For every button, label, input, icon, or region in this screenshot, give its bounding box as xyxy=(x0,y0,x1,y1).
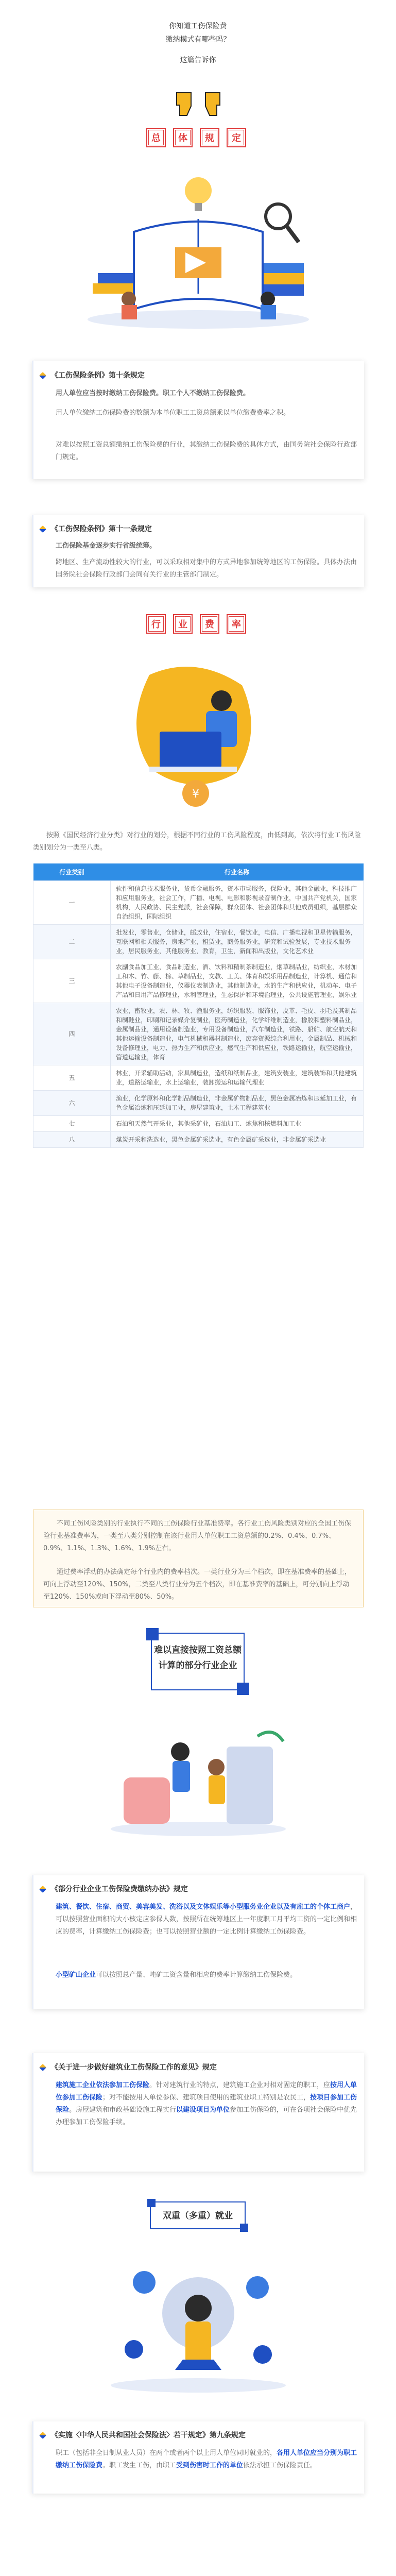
tag-char: 费 xyxy=(200,614,219,634)
card-title xyxy=(40,2430,359,2440)
tag-char: 体 xyxy=(173,128,193,147)
table-row: 三 农副食品加工业，食品制造业，酒、饮料和精制茶制造业，烟草制品业，纺织业，木材加工和木、竹、藤、棕、草制品业，文教、工美、体育和娱乐用品制造业，计算机、通信和其他电子设备制造业，仪器仪表制造业，其他制造业，水的生产和供应业，机动车、电子产品和日用产品修理业，水利管理业，生态保护和环境治理业，公共设施管理业，娱乐业 xyxy=(33,959,364,1003)
network-illustration xyxy=(103,2251,294,2396)
table-header-class: 行业类别 xyxy=(33,863,111,881)
tag-char: 总 xyxy=(146,128,166,147)
section-title-multiple-employment: 双重（多重）就业 xyxy=(163,2211,233,2221)
tag-char: 业 xyxy=(173,614,193,634)
card-paragraph-highlight: 工伤保险基金逐步实行省级统筹。 xyxy=(56,542,157,550)
intro-line-3: 这篇告诉你 xyxy=(180,56,216,64)
card-paragraph: 跨地区、生产流动性较大的行业，可以采取相对集中的方式异地参加统筹地区的工伤保险。具体办法由国务院社会保险行政部门会同有关行业的主管部门制定。 xyxy=(56,558,357,579)
note-paragraph: 不同工伤风险类别的行业执行不同的工伤保险行业基准费率。各行业工伤风险类别对应的全国工伤保险行业基准费率为，一类至八类分别控制在该行业用人单位职工工资总额的0.2%、0.4%、0.7%、0.9%、1.1%、1.3%、1.6%、1.9%左右。 xyxy=(43,1520,352,1552)
card-title xyxy=(40,1884,359,1894)
card-title-text: 《工伤保险条例》第十一条规定 xyxy=(50,525,152,533)
table-row: 四 农业，畜牧业，农、林、牧、渔服务业，纺织服装、服饰业，皮革、毛皮、羽毛及其制品和制鞋业，印刷和记录媒介复制业，医药制造业，化学纤维制造业，橡胶和塑料制品业，金属制品业，通用设备制造业，专用设备制造业，汽车制造业，铁路、船舶、航空航天和其他运输设备制造业，电气机械和器材制造业，废弃资源综合利用业，金属制品、机械和设备修理业，电力、热力生产和供应业，燃气生产和供应业，铁路运输业，航空运输业，管道运输业，体育 xyxy=(33,1003,364,1065)
table-row: 二 批发业，零售业，仓储业，邮政业，住宿业，餐饮业，电信、广播电视和卫星传输服务，互联网和相关服务，房地产业，租赁业，商务服务业，研究和试验发展，专业技术服务业，居民服务业，其他服务业，教育，卫生，新闻和出版业，文化艺术业 xyxy=(33,925,364,959)
diamond-bullet-icon xyxy=(39,372,46,379)
book-reading-illustration xyxy=(77,170,319,335)
card-title-text: 《工伤保险条例》第十条规定 xyxy=(50,371,145,380)
table-row: 一 软件和信息技术服务业，货币金融服务，资本市场服务，保险业，其他金融业，科技推广和应用服务业，社会工作，广播、电视、电影和影视录音制作业，中国共产党机关，国家机构，人民政协、民主党派，社会保障，群众团体、社会团体和其他成员组织，基层群众自治组织，国际组织 xyxy=(33,881,364,925)
tag-char: 率 xyxy=(227,614,246,634)
table-row: 六 渔业，化学原料和化学制品制造业，非金属矿物制品业，黑色金属冶炼和压延加工业，有色金属冶炼和压延加工业，房屋建筑业，土木工程建筑业 xyxy=(33,1091,364,1116)
note-paragraph: 通过费率浮动的办法确定每个行业内的费率档次。一类行业分为三个档次，即在基准费率的基础上，可向上浮动至120%、150%，二类至八类行业分为五个档次，即在基准费率的基础上，可分别向上浮动至120%、150%或向下浮动至80%、50%。 xyxy=(43,1568,352,1601)
diamond-bullet-icon xyxy=(39,526,46,533)
diamond-bullet-icon xyxy=(39,1886,46,1893)
card-paragraph: 建筑施工企业依法参加工伤保险。针对建筑行业的特点，建筑施工企业对相对固定的职工，应按用人单位参加工伤保险；对不能按用人单位参保、建筑项目使用的建筑业职工特别是农民工，按项目参加工伤保险。房屋建筑和市政基础设施工程实行以建设项目为单位参加工伤保险的，可在各项社会保险中优先办理参加工伤保险手续。 xyxy=(56,2081,357,2126)
card-title xyxy=(40,2062,359,2072)
card-title-text: 《关于进一步做好建筑业工伤保险工作的意见》规定 xyxy=(50,2063,217,2072)
workers-illustration xyxy=(103,1716,294,1839)
card-paragraph: 建筑、餐饮、住宿、商贸、美容美发、洗浴以及文体娱乐等小型服务业企业以及有雇工的个体工商户，可以按照营业面积的大小核定应参保人数，按照所在统筹地区上一年度职工月平均工资的一定比例和相应的费率，计算缴纳工伤保险费；也可以按照营业额的一定比例计算缴纳工伤保险费。 xyxy=(56,1903,357,1936)
tag-row-overview xyxy=(146,128,246,147)
pointing-hands-icon xyxy=(173,88,224,124)
card-title-text: 《部分行业企业工伤保险费缴纳办法》规定 xyxy=(50,1885,188,1893)
tag-char: 定 xyxy=(227,128,246,147)
laptop-worker-illustration xyxy=(129,654,268,809)
intro-line-2: 缴纳模式有哪些吗？ xyxy=(165,36,231,44)
table-header-name: 行业名称 xyxy=(111,863,364,881)
table-row: 七 石油和天然气开采业，其他采矿业，石油加工、炼焦和核燃料加工业 xyxy=(33,1116,364,1132)
table-row: 五 林业，开采辅助活动，家具制造业，造纸和纸制品业，建筑安装业，建筑装饰和其他建筑业，道路运输业，水上运输业，装卸搬运和运输代理业 xyxy=(33,1065,364,1091)
section-title-special-industries: 难以直接按照工资总额 计算的部分行业企业 xyxy=(154,1645,242,1671)
svg-text:¥: ¥ xyxy=(192,788,199,801)
card-paragraph: 对难以按照工资总额缴纳工伤保险费的行业，其缴纳工伤保险费的具体方式，由国务院社会保险行政部门规定。 xyxy=(56,441,357,461)
diamond-bullet-icon xyxy=(39,2432,46,2439)
card-title xyxy=(40,370,359,380)
card-paragraph-highlight: 用人单位应当按时缴纳工伤保险费。职工个人不缴纳工伤保险费。 xyxy=(56,389,250,397)
card-title-text: 《实施〈中华人民共和国社会保险法〉若干规定》第九条规定 xyxy=(50,2431,246,2439)
card-paragraph: 用人单位缴纳工伤保险费的数额为本单位职工工资总额乘以单位缴费费率之积。 xyxy=(56,409,290,417)
card-paragraph: 小型矿山企业可以按照总产量、吨矿工资含量和相应的费率计算缴纳工伤保险费。 xyxy=(56,1971,297,1979)
tag-char: 规 xyxy=(200,128,219,147)
card-paragraph: 职工（包括非全日制从业人员）在两个或者两个以上用人单位同时就业的，各用人单位应当分别为职工缴纳工伤保险费。职工发生工伤，由职工受到伤害时工作的单位依法承担工伤保险责任。 xyxy=(56,2449,357,2469)
intro-text xyxy=(0,20,396,67)
industry-rate-table xyxy=(33,863,364,1148)
diamond-bullet-icon xyxy=(39,2064,46,2071)
card-title xyxy=(40,523,359,534)
regulation-card-partial-industries xyxy=(32,1875,364,2009)
rate-intro-text: 按照《国民经济行业分类》对行业的划分，根据不同行业的工伤风险程度，由低到高，依次将行业工伤风险类别划分为一类至八类。 xyxy=(33,832,361,852)
tag-char: 行 xyxy=(146,614,166,634)
table-row: 八 煤炭开采和洗选业，黑色金属矿采选业，有色金属矿采选业，非金属矿采选业 xyxy=(33,1132,364,1148)
tag-row-rates xyxy=(146,614,246,634)
intro-line-1: 你知道工伤保险费 xyxy=(169,22,227,30)
